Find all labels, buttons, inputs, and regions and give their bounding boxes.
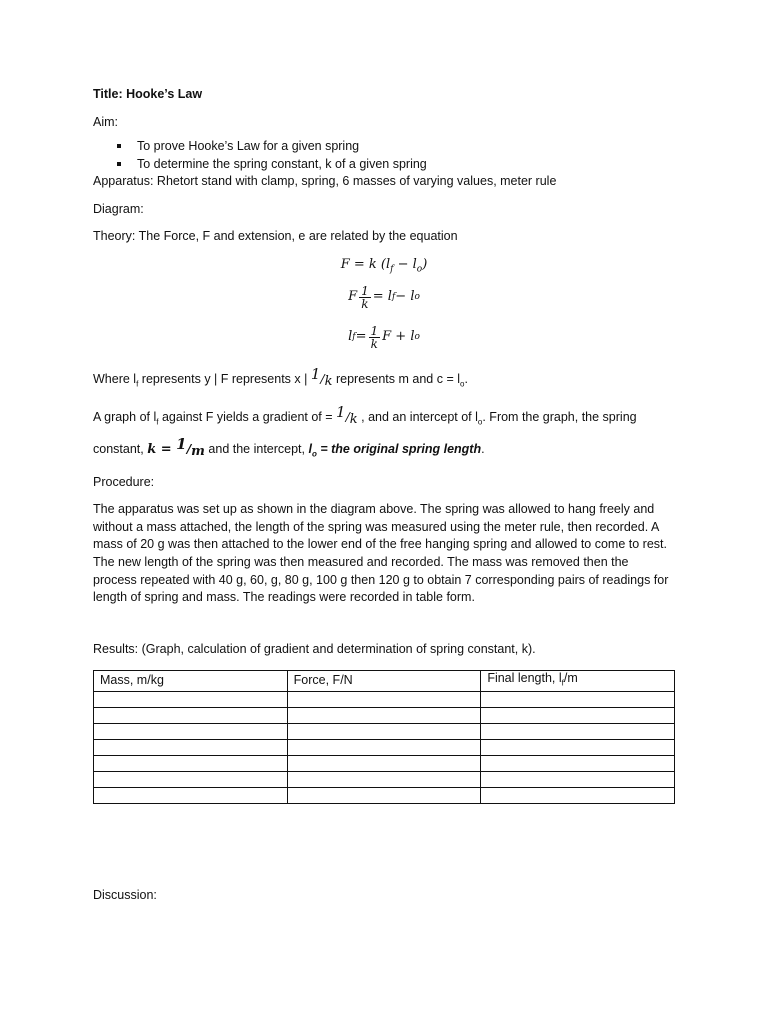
table-row xyxy=(94,787,675,803)
table-cell[interactable] xyxy=(287,691,481,707)
document-body xyxy=(93,86,675,607)
table-cell[interactable] xyxy=(481,739,675,755)
aim-item: To determine the spring constant, k of a given spring xyxy=(137,155,675,173)
theory-text: Theory: The Force, F and extension, e are related by the equation xyxy=(93,229,458,243)
equation-3: l f = $\frac{1}{k}$ F + l o xyxy=(348,324,420,351)
procedure-label: Procedure: xyxy=(93,474,155,489)
table-cell[interactable] xyxy=(481,755,675,771)
table-cell[interactable] xyxy=(481,691,675,707)
graph-text: A graph of $l_f$ against F yields a gradient of = 1/k , and an intercept of $l_o$. From the graph, the spring constant, k = 1/m and the intercept, $l_o$ = the original spring length. xyxy=(93,402,637,460)
aim-list xyxy=(93,137,675,173)
table-cell[interactable] xyxy=(94,723,288,739)
table-row xyxy=(94,691,675,707)
table-row xyxy=(94,755,675,771)
column-header-mass: Mass, m/kg xyxy=(94,671,288,692)
table-cell[interactable] xyxy=(94,707,288,723)
table-row xyxy=(94,771,675,787)
column-header-final-length: Final length, $l_f/m$ xyxy=(481,671,675,692)
diagram-label: Diagram: xyxy=(93,201,144,216)
aim-item: To prove Hooke’s Law for a given spring xyxy=(137,137,675,155)
table-cell[interactable] xyxy=(287,755,481,771)
table-cell[interactable] xyxy=(481,787,675,803)
table-cell[interactable] xyxy=(481,707,675,723)
table-row xyxy=(94,739,675,755)
table-header-row xyxy=(94,671,675,692)
table-row xyxy=(94,707,675,723)
page-title: Title: Hooke’s Law xyxy=(93,87,203,101)
table-cell[interactable] xyxy=(287,771,481,787)
table-cell[interactable] xyxy=(94,755,288,771)
discussion-label: Discussion: xyxy=(93,888,157,902)
table-cell[interactable] xyxy=(287,739,481,755)
fraction-one-over-k: 1/k xyxy=(336,402,358,427)
table-cell[interactable] xyxy=(94,787,288,803)
where-text: Where $l_f$ represents y | F represents x | 1/k represents m and $c = l_o$. xyxy=(93,364,468,389)
results-label: Results: (Graph, calculation of gradient and determination of spring constant, k). xyxy=(93,642,536,656)
apparatus-text: Apparatus: Rhetort stand with clamp, spring, 6 masses of varying values, meter rule xyxy=(93,174,557,188)
fraction-one-over-k: 1/k xyxy=(310,364,333,389)
fraction-one-over-k: $\frac{1}{k}$ xyxy=(370,324,379,351)
table-cell[interactable] xyxy=(287,787,481,803)
fraction-one-over-m: 1/m xyxy=(176,435,205,460)
equation-1: F = k $(l_f - l_o)$ xyxy=(340,256,428,275)
table-cell[interactable] xyxy=(287,723,481,739)
aim-label: Aim: xyxy=(93,114,118,129)
table-row xyxy=(94,723,675,739)
table-cell[interactable] xyxy=(481,723,675,739)
table-cell[interactable] xyxy=(481,771,675,787)
fraction-one-over-k: $\frac{1}{k}$ xyxy=(361,284,369,311)
table-cell[interactable] xyxy=(94,691,288,707)
equation-2: F $\frac{1}{k}$ = l f − l o xyxy=(348,284,420,311)
table-cell[interactable] xyxy=(94,739,288,755)
column-header-force: Force, F/N xyxy=(287,671,481,692)
table-cell[interactable] xyxy=(94,771,288,787)
table-cell[interactable] xyxy=(287,707,481,723)
results-table xyxy=(93,670,675,804)
procedure-text: The apparatus was set up as shown in the diagram above. The spring was allowed to hang freely and without a mass attached, the length of the spring was measured using the meter rule, then recorded. A mass of 20 g was then attached to the lower end of the free hanging spring and allowed to come to rest. The new length of the spring was then measured and recorded. The mass was removed then the process repeated with 40 g, 60, g, 80 g, 100 g then 120 g to obtain 7 corresponding pairs of readings for length of spring and mass. The readings were recorded in table form. xyxy=(93,502,669,605)
